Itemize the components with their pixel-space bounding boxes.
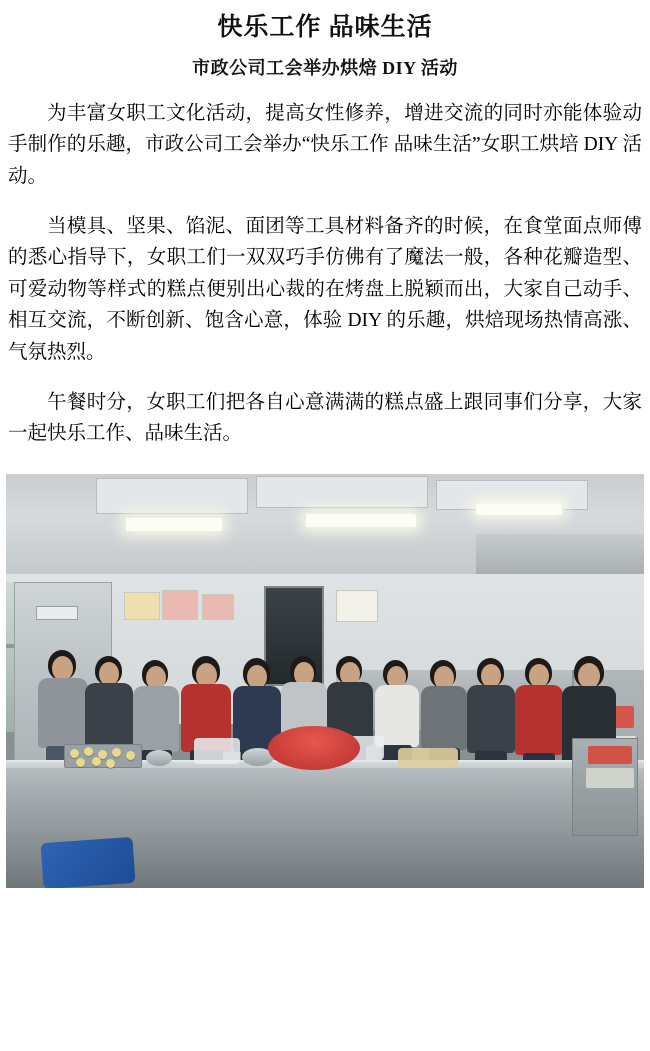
document-page: [0, 12, 650, 1051]
paragraph-3: 午餐时分，女职工们把各自心意满满的糕点盛上跟同事们分享，大家一起快乐工作、品味生活。: [8, 391, 642, 445]
wall-notice: [124, 592, 160, 620]
photo-scene: [6, 474, 644, 888]
cart-box: [586, 768, 634, 788]
cart-box: [588, 746, 632, 764]
blue-cloth: [41, 837, 136, 888]
article-photo: [6, 474, 644, 888]
page-title: 快乐工作 品味生活: [217, 14, 433, 41]
paragraph-2: 当模具、坚果、馅泥、面团等工具材料备齐的时候，在食堂面点师傅的悉心指导下，女职工们一双双巧手仿佛有了魔法一般，各种花瓣造型、可爱动物等样式的糕点便别出心裁的在烤盘上脱颖而出，大家自己动手、相互交流，不断创新、饱含心意，体验 DIY 的乐趣，烘焙现场热情高涨、气氛热烈。: [8, 215, 642, 363]
ceiling-panel: [96, 478, 248, 514]
paragraph-1: 为丰富女职工文化活动，提高女性修养，增进交流的同时亦能体验动手制作的乐趣，市政公司工会举办“快乐工作 品味生活”女职工烘培 DIY 活动。: [8, 102, 642, 188]
ceiling-light: [306, 514, 416, 527]
red-cutting-board: [268, 726, 360, 770]
mixing-bowl: [146, 750, 172, 766]
plastic-bag: [194, 738, 240, 764]
wall-notice: [336, 590, 378, 622]
ceiling-panel: [256, 476, 428, 508]
wall-notice: [202, 594, 234, 620]
ceiling-light: [476, 504, 562, 515]
refrigerator-label: [36, 606, 78, 620]
article-body: [0, 98, 650, 450]
wall-notice: [162, 590, 198, 620]
page-subtitle: 市政公司工会举办烘焙 DIY 活动: [192, 57, 458, 78]
cutting-board: [398, 748, 458, 768]
ceiling-light: [126, 518, 222, 531]
